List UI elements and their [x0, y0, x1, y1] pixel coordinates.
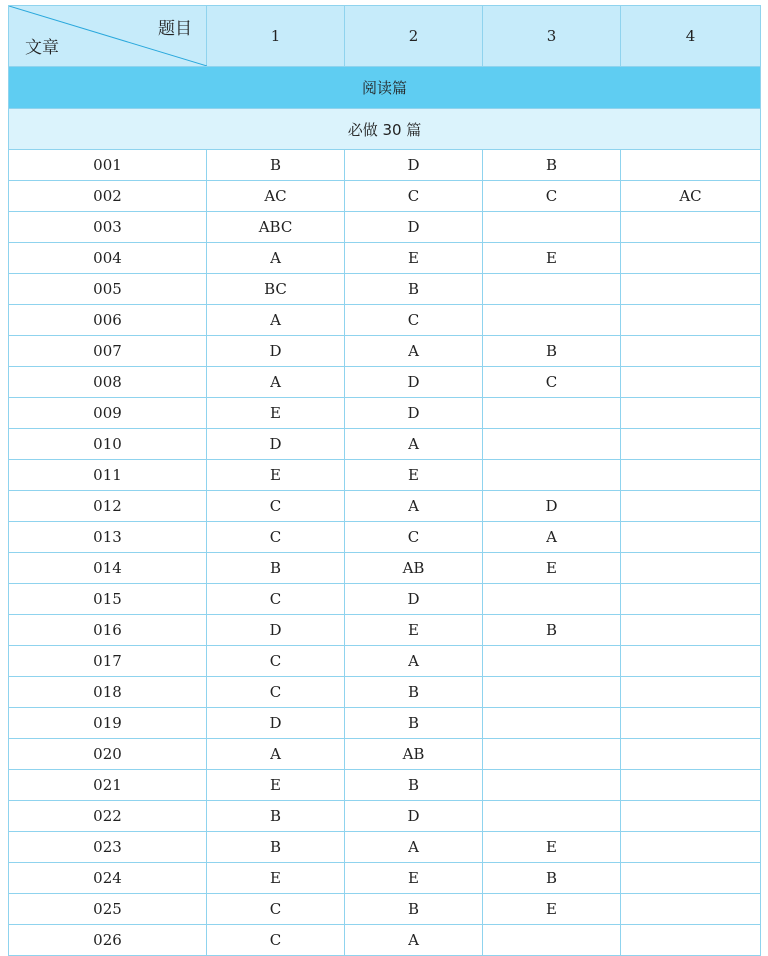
article-number: 017	[9, 646, 207, 677]
answer-cell-q3	[483, 460, 621, 491]
answer-cell-q1: C	[207, 677, 345, 708]
answer-cell-q2: AB	[345, 739, 483, 770]
answer-cell-q4	[621, 708, 761, 739]
answer-cell-q3	[483, 801, 621, 832]
answer-cell-q4	[621, 212, 761, 243]
answer-cell-q1: A	[207, 305, 345, 336]
answer-cell-q4	[621, 460, 761, 491]
article-number: 012	[9, 491, 207, 522]
answer-cell-q1: C	[207, 894, 345, 925]
answer-cell-q2: D	[345, 150, 483, 181]
answer-cell-q2: A	[345, 832, 483, 863]
column-header-2: 2	[345, 6, 483, 67]
table-row	[9, 894, 761, 925]
answer-cell-q1: D	[207, 336, 345, 367]
table-row	[9, 398, 761, 429]
answer-cell-q1: B	[207, 150, 345, 181]
answer-cell-q4	[621, 677, 761, 708]
answer-cell-q1: B	[207, 553, 345, 584]
article-number: 013	[9, 522, 207, 553]
article-number: 001	[9, 150, 207, 181]
answer-cell-q2: D	[345, 584, 483, 615]
table-row	[9, 367, 761, 398]
answer-cell-q4	[621, 305, 761, 336]
answer-cell-q3	[483, 398, 621, 429]
table-row	[9, 646, 761, 677]
answer-cell-q4	[621, 894, 761, 925]
answer-cell-q2: D	[345, 367, 483, 398]
answer-cell-q3: E	[483, 243, 621, 274]
answer-cell-q3: C	[483, 367, 621, 398]
article-number: 003	[9, 212, 207, 243]
answer-cell-q1: A	[207, 243, 345, 274]
answer-cell-q1: B	[207, 801, 345, 832]
article-number: 021	[9, 770, 207, 801]
answer-cell-q4	[621, 832, 761, 863]
article-number: 025	[9, 894, 207, 925]
answer-cell-q4	[621, 801, 761, 832]
answer-cell-q4	[621, 770, 761, 801]
answer-cell-q4	[621, 522, 761, 553]
answer-cell-q2: B	[345, 274, 483, 305]
answer-cell-q3	[483, 925, 621, 956]
answer-cell-q2: AB	[345, 553, 483, 584]
answer-cell-q3	[483, 646, 621, 677]
article-number: 004	[9, 243, 207, 274]
article-number: 008	[9, 367, 207, 398]
answer-cell-q4	[621, 553, 761, 584]
article-number: 006	[9, 305, 207, 336]
article-number: 019	[9, 708, 207, 739]
article-number: 010	[9, 429, 207, 460]
answer-cell-q2: D	[345, 398, 483, 429]
answer-cell-q1: D	[207, 615, 345, 646]
answer-cell-q2: A	[345, 646, 483, 677]
answer-cell-q2: E	[345, 460, 483, 491]
article-number: 014	[9, 553, 207, 584]
section-row	[9, 67, 761, 109]
answer-cell-q3	[483, 739, 621, 770]
answer-cell-q2: B	[345, 708, 483, 739]
answer-cell-q2: A	[345, 491, 483, 522]
answer-cell-q3	[483, 770, 621, 801]
answer-cell-q2: E	[345, 615, 483, 646]
answer-cell-q4	[621, 646, 761, 677]
answer-cell-q4	[621, 336, 761, 367]
answer-cell-q1: B	[207, 832, 345, 863]
answer-cell-q4	[621, 491, 761, 522]
answer-cell-q3: E	[483, 894, 621, 925]
article-number: 002	[9, 181, 207, 212]
answer-cell-q3	[483, 305, 621, 336]
answer-cell-q2: D	[345, 212, 483, 243]
answer-cell-q1: C	[207, 491, 345, 522]
corner-header-cell	[9, 6, 207, 67]
answer-cell-q3: C	[483, 181, 621, 212]
table-row	[9, 863, 761, 894]
table-row	[9, 677, 761, 708]
article-number: 024	[9, 863, 207, 894]
answer-cell-q2: B	[345, 677, 483, 708]
answer-cell-q4	[621, 429, 761, 460]
column-header-4: 4	[621, 6, 761, 67]
answer-cell-q3: B	[483, 336, 621, 367]
answer-cell-q4	[621, 367, 761, 398]
answer-cell-q1: D	[207, 429, 345, 460]
answer-cell-q3: E	[483, 553, 621, 584]
table-row	[9, 243, 761, 274]
table-row	[9, 150, 761, 181]
corner-label-articles: 文章	[25, 38, 59, 58]
article-number: 009	[9, 398, 207, 429]
answer-cell-q3: B	[483, 863, 621, 894]
article-number: 007	[9, 336, 207, 367]
answer-cell-q1: C	[207, 925, 345, 956]
table-row	[9, 615, 761, 646]
table-row	[9, 801, 761, 832]
column-header-1: 1	[207, 6, 345, 67]
answer-cell-q4	[621, 584, 761, 615]
article-number: 015	[9, 584, 207, 615]
table-row	[9, 522, 761, 553]
answer-cell-q1: BC	[207, 274, 345, 305]
answer-cell-q3: A	[483, 522, 621, 553]
answer-cell-q2: B	[345, 770, 483, 801]
answer-cell-q4	[621, 243, 761, 274]
article-number: 020	[9, 739, 207, 770]
answer-cell-q1: A	[207, 739, 345, 770]
table-row	[9, 212, 761, 243]
answer-cell-q1: C	[207, 522, 345, 553]
answer-cell-q4	[621, 615, 761, 646]
answer-cell-q3	[483, 212, 621, 243]
header-row	[9, 6, 761, 67]
answer-cell-q2: B	[345, 894, 483, 925]
answer-cell-q3	[483, 584, 621, 615]
answer-cell-q3: B	[483, 150, 621, 181]
answer-cell-q3	[483, 677, 621, 708]
answer-cell-q1: E	[207, 398, 345, 429]
answer-cell-q1: ABC	[207, 212, 345, 243]
answer-cell-q1: AC	[207, 181, 345, 212]
table-row	[9, 739, 761, 770]
answer-cell-q4: AC	[621, 181, 761, 212]
table-row	[9, 181, 761, 212]
answer-cell-q4	[621, 398, 761, 429]
answer-table	[8, 5, 761, 956]
answer-cell-q1: E	[207, 770, 345, 801]
table-row	[9, 305, 761, 336]
answer-cell-q3	[483, 429, 621, 460]
answer-cell-q1: E	[207, 863, 345, 894]
table-row	[9, 336, 761, 367]
answer-cell-q1: C	[207, 584, 345, 615]
section-title: 阅读篇	[9, 67, 761, 109]
answer-cell-q2: C	[345, 522, 483, 553]
answer-cell-q4	[621, 925, 761, 956]
table-row	[9, 832, 761, 863]
answer-cell-q2: C	[345, 305, 483, 336]
article-number: 022	[9, 801, 207, 832]
answer-cell-q4	[621, 739, 761, 770]
answer-cell-q3: B	[483, 615, 621, 646]
answer-cell-q3: E	[483, 832, 621, 863]
table-row	[9, 491, 761, 522]
answer-cell-q1: D	[207, 708, 345, 739]
article-number: 023	[9, 832, 207, 863]
subsection-row	[9, 109, 761, 150]
table-row	[9, 708, 761, 739]
answer-cell-q4	[621, 150, 761, 181]
article-number: 011	[9, 460, 207, 491]
answer-cell-q2: E	[345, 243, 483, 274]
table-row	[9, 770, 761, 801]
table-row	[9, 429, 761, 460]
answer-cell-q2: A	[345, 925, 483, 956]
answer-cell-q3: D	[483, 491, 621, 522]
answer-cell-q2: A	[345, 336, 483, 367]
table-row	[9, 925, 761, 956]
table-row	[9, 274, 761, 305]
answer-cell-q2: E	[345, 863, 483, 894]
article-number: 026	[9, 925, 207, 956]
answer-cell-q3	[483, 708, 621, 739]
answer-cell-q4	[621, 274, 761, 305]
answer-cell-q1: A	[207, 367, 345, 398]
table-row	[9, 460, 761, 491]
table-body	[9, 67, 761, 956]
answer-cell-q3	[483, 274, 621, 305]
answer-cell-q2: D	[345, 801, 483, 832]
article-number: 016	[9, 615, 207, 646]
column-header-3: 3	[483, 6, 621, 67]
table-row	[9, 584, 761, 615]
corner-label-questions: 题目	[158, 19, 192, 39]
subsection-title: 必做 30 篇	[9, 109, 761, 150]
answer-cell-q4	[621, 863, 761, 894]
answer-cell-q1: E	[207, 460, 345, 491]
article-number: 005	[9, 274, 207, 305]
answer-cell-q2: A	[345, 429, 483, 460]
article-number: 018	[9, 677, 207, 708]
table-row	[9, 553, 761, 584]
answer-cell-q2: C	[345, 181, 483, 212]
answer-cell-q1: C	[207, 646, 345, 677]
